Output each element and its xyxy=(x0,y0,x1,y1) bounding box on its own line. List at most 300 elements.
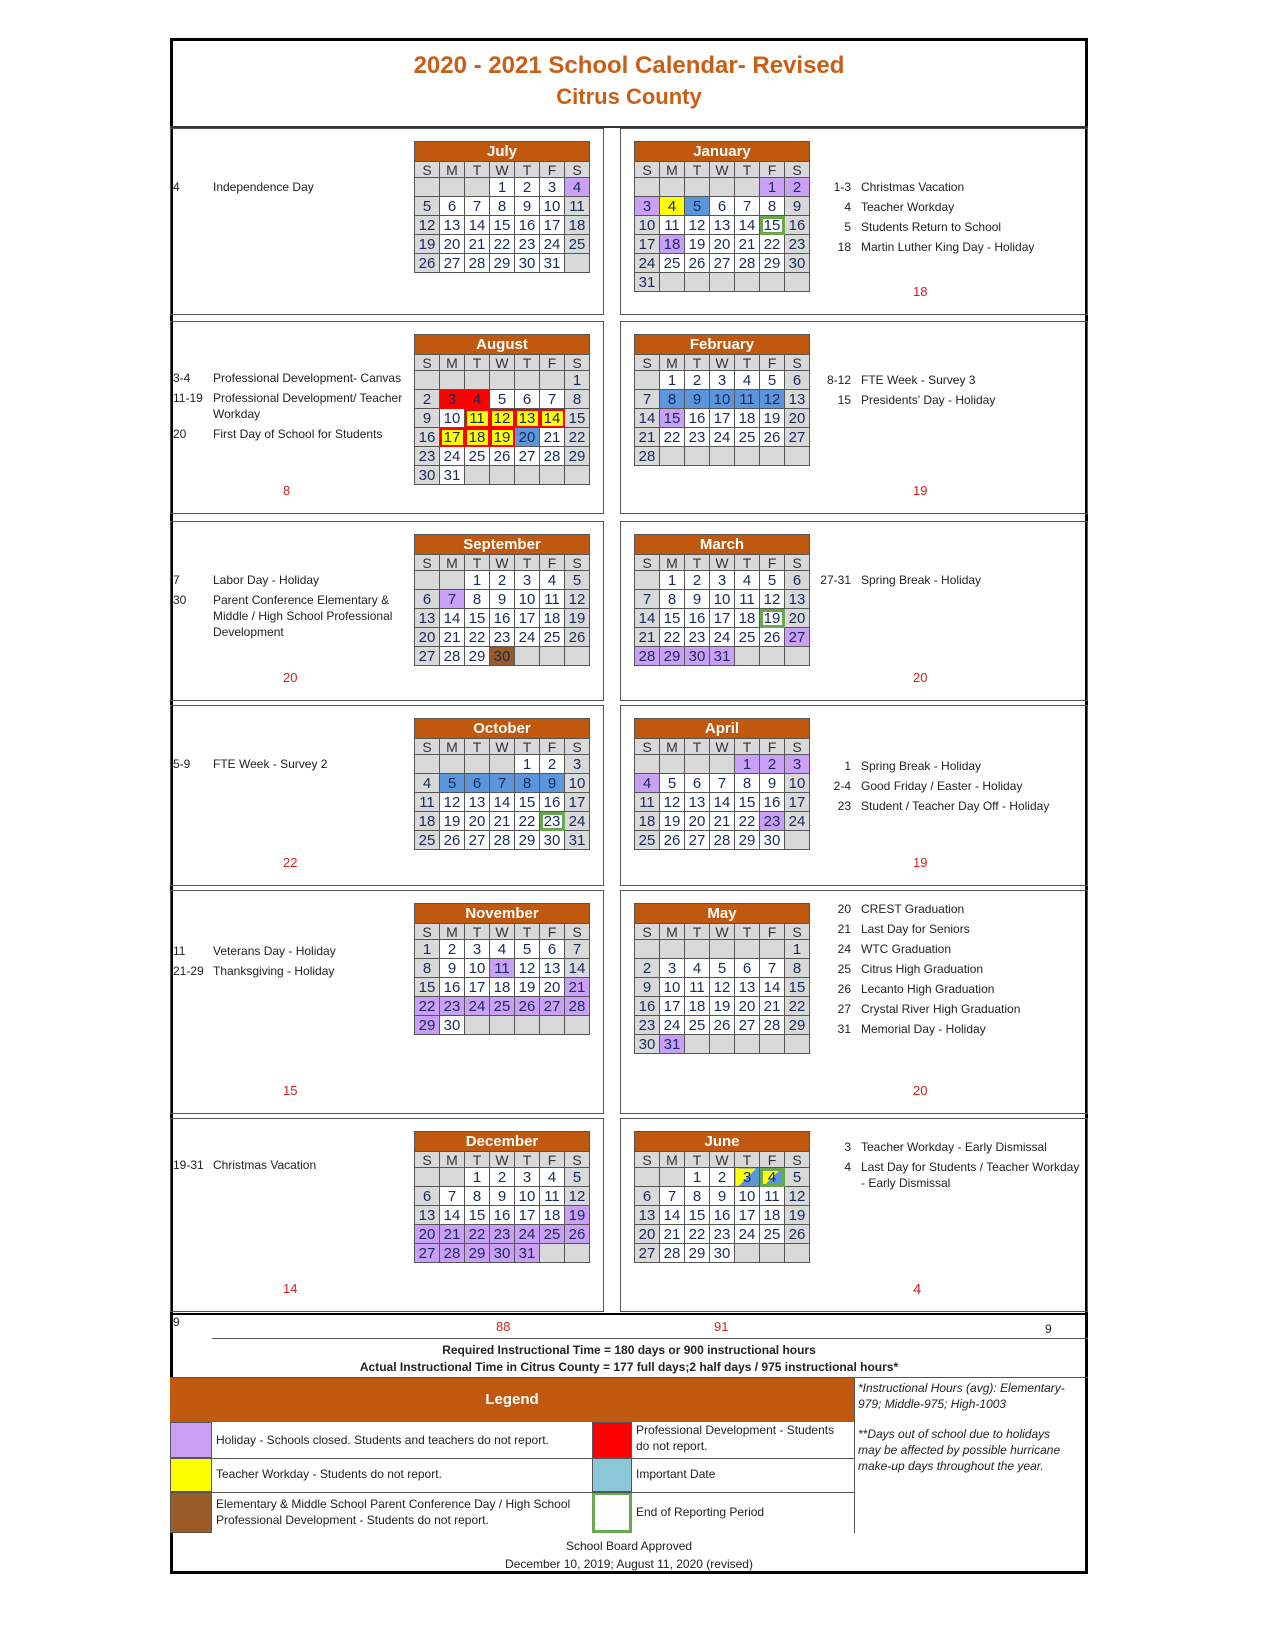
week-row xyxy=(635,1244,810,1263)
weekday-label: S xyxy=(635,555,660,571)
event-text: Last Day for Students / Teacher Workday - Early Dismissal xyxy=(861,1160,1080,1190)
day-cell: 12 xyxy=(710,978,735,997)
week-row xyxy=(415,590,590,609)
day-cell: 9 xyxy=(685,390,710,409)
month-title: August xyxy=(414,334,590,354)
weekday-label: T xyxy=(515,555,540,571)
day-cell: 10 xyxy=(735,1187,760,1206)
day-cell: 18 xyxy=(540,1206,565,1225)
weekday-label: T xyxy=(465,162,490,178)
day-cell: 17 xyxy=(785,793,810,812)
day-cell: 15 xyxy=(660,409,685,428)
day-cell: 23 xyxy=(540,812,565,831)
event-text: Lecanto High Graduation xyxy=(861,982,995,996)
day-cell: 20 xyxy=(515,428,540,447)
day-cell: 12 xyxy=(685,216,710,235)
day-cell: 30 xyxy=(710,1244,735,1263)
weekday-label: T xyxy=(685,924,710,940)
empty-cell xyxy=(635,755,660,774)
empty-cell xyxy=(440,371,465,390)
day-cell: 29 xyxy=(685,1244,710,1263)
day-cell: 7 xyxy=(440,1187,465,1206)
week-row xyxy=(415,647,590,666)
weekday-header-row xyxy=(415,1152,590,1168)
day-cell: 26 xyxy=(760,628,785,647)
day-cell: 7 xyxy=(735,197,760,216)
weekday-label: S xyxy=(415,555,440,571)
week-row xyxy=(635,590,810,609)
empty-cell xyxy=(415,1168,440,1187)
day-cell: 25 xyxy=(685,1016,710,1035)
empty-cell xyxy=(415,178,440,197)
instruction-days-count: 15 xyxy=(283,1083,298,1098)
empty-cell xyxy=(565,1016,590,1035)
empty-cell xyxy=(785,447,810,466)
month-panel-november xyxy=(170,890,604,1114)
weekday-label: T xyxy=(735,1152,760,1168)
week-row xyxy=(415,1244,590,1263)
day-cell: 14 xyxy=(660,1206,685,1225)
week-row xyxy=(635,812,810,831)
day-cell: 22 xyxy=(685,1225,710,1244)
event-date: 5 xyxy=(844,220,851,234)
day-cell: 23 xyxy=(440,997,465,1016)
day-cell: 4 xyxy=(660,197,685,216)
day-cell: 27 xyxy=(635,1244,660,1263)
day-cell: 9 xyxy=(440,959,465,978)
event-item xyxy=(817,392,1083,408)
week-row xyxy=(415,1016,590,1035)
event-item xyxy=(817,372,1083,388)
empty-cell xyxy=(735,647,760,666)
event-text: Student / Teacher Day Off - Holiday xyxy=(861,799,1050,813)
event-text: Spring Break - Holiday xyxy=(861,573,982,587)
empty-cell xyxy=(490,755,515,774)
day-cell: 22 xyxy=(785,997,810,1016)
week-row xyxy=(635,1168,810,1187)
day-cell: 28 xyxy=(710,831,735,850)
day-cell: 11 xyxy=(465,409,490,428)
day-cell: 2 xyxy=(760,755,785,774)
empty-cell xyxy=(515,1016,540,1035)
week-row xyxy=(415,254,590,273)
events-october xyxy=(173,756,405,776)
event-date: 30 xyxy=(173,593,187,607)
event-text: Professional Development/ Teacher Workday xyxy=(213,391,403,421)
day-cell: 6 xyxy=(515,390,540,409)
day-cell: 8 xyxy=(415,959,440,978)
day-cell: 20 xyxy=(735,997,760,1016)
day-cell: 6 xyxy=(785,371,810,390)
weekday-label: M xyxy=(660,924,685,940)
day-cell: 20 xyxy=(710,235,735,254)
weekday-label: M xyxy=(660,555,685,571)
day-cell: 18 xyxy=(685,997,710,1016)
day-cell: 19 xyxy=(785,1206,810,1225)
events-april xyxy=(817,758,1083,818)
calendar-september xyxy=(414,534,590,666)
week-row xyxy=(635,997,810,1016)
instruction-days-count: 22 xyxy=(283,855,298,870)
day-cell: 9 xyxy=(760,774,785,793)
empty-cell xyxy=(685,1035,710,1054)
week-row xyxy=(415,609,590,628)
legend-title: Legend xyxy=(170,1378,854,1422)
event-item xyxy=(173,572,405,588)
event-date: 20 xyxy=(837,902,851,916)
event-date: 4 xyxy=(844,1160,851,1174)
day-cell: 20 xyxy=(540,978,565,997)
event-date: 23 xyxy=(837,799,851,813)
day-cell: 22 xyxy=(735,812,760,831)
empty-cell xyxy=(760,940,785,959)
event-item xyxy=(173,179,405,195)
day-cell: 10 xyxy=(515,590,540,609)
day-cell: 8 xyxy=(760,197,785,216)
day-cell: 5 xyxy=(565,571,590,590)
legend-conference-swatch xyxy=(170,1492,212,1533)
legend-end-period-label: End of Reporting Period xyxy=(636,1505,765,1519)
weekday-label: M xyxy=(660,355,685,371)
day-cell: 23 xyxy=(515,235,540,254)
total-first-semester: 88 xyxy=(496,1319,511,1334)
day-cell: 28 xyxy=(635,647,660,666)
day-cell: 16 xyxy=(490,1206,515,1225)
day-cell: 21 xyxy=(540,428,565,447)
event-date: 11-19 xyxy=(173,391,203,405)
weekday-label: W xyxy=(490,355,515,371)
empty-cell xyxy=(540,1244,565,1263)
day-cell: 12 xyxy=(785,1187,810,1206)
day-cell: 3 xyxy=(565,755,590,774)
day-cell: 4 xyxy=(760,1168,785,1187)
weekday-label: T xyxy=(515,924,540,940)
month-panel-december xyxy=(170,1118,604,1312)
event-text: Independence Day xyxy=(213,180,314,194)
day-cell: 12 xyxy=(490,409,515,428)
empty-cell xyxy=(735,1035,760,1054)
empty-cell xyxy=(785,1244,810,1263)
event-item xyxy=(817,758,1083,774)
weekday-label: T xyxy=(465,1152,490,1168)
event-text: Spring Break - Holiday xyxy=(861,759,982,773)
event-item xyxy=(173,390,405,422)
empty-cell xyxy=(735,1244,760,1263)
event-text: Veterans Day - Holiday xyxy=(213,944,336,958)
day-cell: 8 xyxy=(465,590,490,609)
day-cell: 12 xyxy=(515,959,540,978)
day-cell: 9 xyxy=(415,409,440,428)
event-date: 26 xyxy=(837,982,851,996)
day-cell: 25 xyxy=(415,831,440,850)
weekday-label: W xyxy=(710,924,735,940)
week-row xyxy=(415,390,590,409)
weekday-label: S xyxy=(565,1152,590,1168)
legend-holiday-label: Holiday - Schools closed. Students and teachers do not report. xyxy=(216,1433,549,1447)
day-cell: 2 xyxy=(490,1168,515,1187)
day-cell: 31 xyxy=(635,273,660,292)
day-cell: 23 xyxy=(685,628,710,647)
weekday-label: S xyxy=(415,355,440,371)
day-cell: 9 xyxy=(490,590,515,609)
weekday-label: T xyxy=(465,555,490,571)
day-cell: 10 xyxy=(635,216,660,235)
day-cell: 28 xyxy=(440,1244,465,1263)
weekday-label: T xyxy=(515,355,540,371)
month-title: October xyxy=(414,718,590,738)
legend-row-line-1 xyxy=(212,1458,854,1459)
day-cell: 3 xyxy=(735,1168,760,1187)
day-cell: 19 xyxy=(490,428,515,447)
day-cell: 21 xyxy=(660,1225,685,1244)
month-title: June xyxy=(634,1131,810,1151)
day-cell: 1 xyxy=(515,755,540,774)
day-cell: 12 xyxy=(760,590,785,609)
day-cell: 4 xyxy=(635,774,660,793)
day-cell: 13 xyxy=(685,793,710,812)
day-cell: 14 xyxy=(635,609,660,628)
totals-divider xyxy=(170,1313,1088,1315)
month-panel-may xyxy=(620,890,1088,1114)
weekday-label: F xyxy=(760,924,785,940)
day-cell: 26 xyxy=(785,1225,810,1244)
day-cell: 13 xyxy=(710,216,735,235)
day-cell: 26 xyxy=(710,1016,735,1035)
day-cell: 14 xyxy=(440,1206,465,1225)
day-cell: 10 xyxy=(710,590,735,609)
day-cell: 8 xyxy=(515,774,540,793)
day-cell: 9 xyxy=(635,978,660,997)
instruction-days-count: 20 xyxy=(283,670,298,685)
day-cell: 12 xyxy=(440,793,465,812)
day-cell: 12 xyxy=(415,216,440,235)
event-text: Last Day for Seniors xyxy=(861,922,970,936)
empty-cell xyxy=(685,178,710,197)
weekday-label: S xyxy=(785,924,810,940)
month-grid xyxy=(414,1151,590,1263)
weekday-label: S xyxy=(565,162,590,178)
legend-holiday-swatch xyxy=(170,1422,212,1458)
empty-cell xyxy=(540,647,565,666)
day-cell: 15 xyxy=(685,1206,710,1225)
week-row xyxy=(415,1225,590,1244)
day-cell: 16 xyxy=(415,428,440,447)
day-cell: 25 xyxy=(735,428,760,447)
event-text: Students Return to School xyxy=(861,220,1002,234)
instruction-days-count: 20 xyxy=(913,670,928,685)
day-cell: 21 xyxy=(735,235,760,254)
event-item xyxy=(817,798,1083,814)
month-title: December xyxy=(414,1131,590,1151)
event-item xyxy=(817,219,1083,235)
day-cell: 21 xyxy=(490,812,515,831)
day-cell: 25 xyxy=(735,628,760,647)
month-grid xyxy=(414,738,590,850)
empty-cell xyxy=(660,755,685,774)
calendar-july xyxy=(414,141,590,273)
day-cell: 10 xyxy=(660,978,685,997)
empty-cell xyxy=(760,1035,785,1054)
day-cell: 5 xyxy=(710,959,735,978)
event-item xyxy=(173,592,405,640)
day-cell: 9 xyxy=(490,1187,515,1206)
events-december xyxy=(173,1157,405,1177)
weekday-label: S xyxy=(565,555,590,571)
weekday-label: M xyxy=(440,555,465,571)
day-cell: 5 xyxy=(685,197,710,216)
day-cell: 5 xyxy=(440,774,465,793)
event-text: CREST Graduation xyxy=(861,902,965,916)
empty-cell xyxy=(685,755,710,774)
day-cell: 22 xyxy=(415,997,440,1016)
week-row xyxy=(635,978,810,997)
week-row xyxy=(635,1206,810,1225)
week-row xyxy=(415,466,590,485)
day-cell: 24 xyxy=(735,1225,760,1244)
day-cell: 27 xyxy=(415,647,440,666)
month-panel-june xyxy=(620,1118,1088,1312)
day-cell: 7 xyxy=(635,390,660,409)
events-march xyxy=(817,572,1083,592)
event-text: Citrus High Graduation xyxy=(861,962,984,976)
day-cell: 7 xyxy=(440,590,465,609)
day-cell: 22 xyxy=(490,235,515,254)
empty-cell xyxy=(685,273,710,292)
day-cell: 18 xyxy=(735,609,760,628)
event-item xyxy=(173,943,405,959)
week-row xyxy=(635,571,810,590)
day-cell: 23 xyxy=(490,628,515,647)
weekday-label: T xyxy=(515,739,540,755)
day-cell: 17 xyxy=(540,216,565,235)
month-grid xyxy=(414,554,590,666)
day-cell: 22 xyxy=(515,812,540,831)
day-cell: 5 xyxy=(415,197,440,216)
day-cell: 4 xyxy=(565,178,590,197)
empty-cell xyxy=(415,571,440,590)
day-cell: 10 xyxy=(785,774,810,793)
weekday-label: S xyxy=(635,739,660,755)
events-january xyxy=(817,179,1083,259)
weekday-label: T xyxy=(685,355,710,371)
weekday-label: F xyxy=(760,162,785,178)
week-row xyxy=(415,959,590,978)
day-cell: 28 xyxy=(635,447,660,466)
weekday-label: F xyxy=(540,555,565,571)
empty-cell xyxy=(465,371,490,390)
week-row xyxy=(635,959,810,978)
weekday-label: T xyxy=(685,555,710,571)
weekday-header-row xyxy=(635,555,810,571)
day-cell: 30 xyxy=(540,831,565,850)
day-cell: 23 xyxy=(785,235,810,254)
day-cell: 30 xyxy=(515,254,540,273)
event-item xyxy=(817,961,1083,977)
day-cell: 4 xyxy=(540,1168,565,1187)
weekday-label: T xyxy=(465,355,490,371)
event-date: 31 xyxy=(837,1022,851,1036)
week-row xyxy=(635,940,810,959)
weekday-header-row xyxy=(415,739,590,755)
event-date: 4 xyxy=(173,180,180,194)
empty-cell xyxy=(710,1035,735,1054)
weekday-label: M xyxy=(440,1152,465,1168)
day-cell: 14 xyxy=(490,793,515,812)
event-text: Teacher Workday xyxy=(861,200,955,214)
day-cell: 14 xyxy=(735,216,760,235)
weekday-label: S xyxy=(635,1152,660,1168)
day-cell: 18 xyxy=(760,1206,785,1225)
day-cell: 19 xyxy=(760,609,785,628)
day-cell: 20 xyxy=(415,628,440,647)
empty-cell xyxy=(735,940,760,959)
weekday-label: T xyxy=(735,924,760,940)
event-date: 7 xyxy=(173,573,180,587)
day-cell: 9 xyxy=(515,197,540,216)
day-cell: 6 xyxy=(735,959,760,978)
day-cell: 18 xyxy=(565,216,590,235)
footer-approved: School Board Approved xyxy=(565,1539,693,1553)
month-grid xyxy=(634,1151,810,1263)
day-cell: 7 xyxy=(635,590,660,609)
events-may xyxy=(817,901,1083,1041)
weekday-label: W xyxy=(710,1152,735,1168)
day-cell: 17 xyxy=(710,609,735,628)
weekday-label: W xyxy=(490,924,515,940)
day-cell: 8 xyxy=(465,1187,490,1206)
weekday-label: T xyxy=(515,162,540,178)
month-panel-september xyxy=(170,521,604,701)
day-cell: 1 xyxy=(685,1168,710,1187)
weekday-header-row xyxy=(415,555,590,571)
event-text: Teacher Workday - Early Dismissal xyxy=(861,1140,1047,1154)
empty-cell xyxy=(760,273,785,292)
month-panel-january xyxy=(620,128,1088,315)
day-cell: 13 xyxy=(540,959,565,978)
day-cell: 24 xyxy=(540,235,565,254)
week-row xyxy=(635,273,810,292)
weekday-label: W xyxy=(490,162,515,178)
event-date: 8-12 xyxy=(826,373,851,387)
week-row xyxy=(415,628,590,647)
day-cell: 24 xyxy=(465,997,490,1016)
events-november xyxy=(173,943,405,983)
empty-cell xyxy=(635,371,660,390)
day-cell: 1 xyxy=(760,178,785,197)
day-cell: 11 xyxy=(735,390,760,409)
month-title: February xyxy=(634,334,810,354)
weekday-label: S xyxy=(785,355,810,371)
day-cell: 30 xyxy=(415,466,440,485)
event-text: Labor Day - Holiday xyxy=(213,573,320,587)
day-cell: 13 xyxy=(735,978,760,997)
day-cell: 14 xyxy=(565,959,590,978)
day-cell: 21 xyxy=(635,628,660,647)
events-february xyxy=(817,372,1083,412)
day-cell: 31 xyxy=(540,254,565,273)
week-row xyxy=(415,447,590,466)
week-row xyxy=(415,1168,590,1187)
weekday-label: W xyxy=(710,739,735,755)
weekday-label: F xyxy=(540,739,565,755)
event-item xyxy=(817,572,1083,588)
day-cell: 15 xyxy=(565,409,590,428)
day-cell: 4 xyxy=(415,774,440,793)
empty-cell xyxy=(710,273,735,292)
week-row xyxy=(635,628,810,647)
day-cell: 27 xyxy=(785,428,810,447)
event-date: 18 xyxy=(837,240,851,254)
